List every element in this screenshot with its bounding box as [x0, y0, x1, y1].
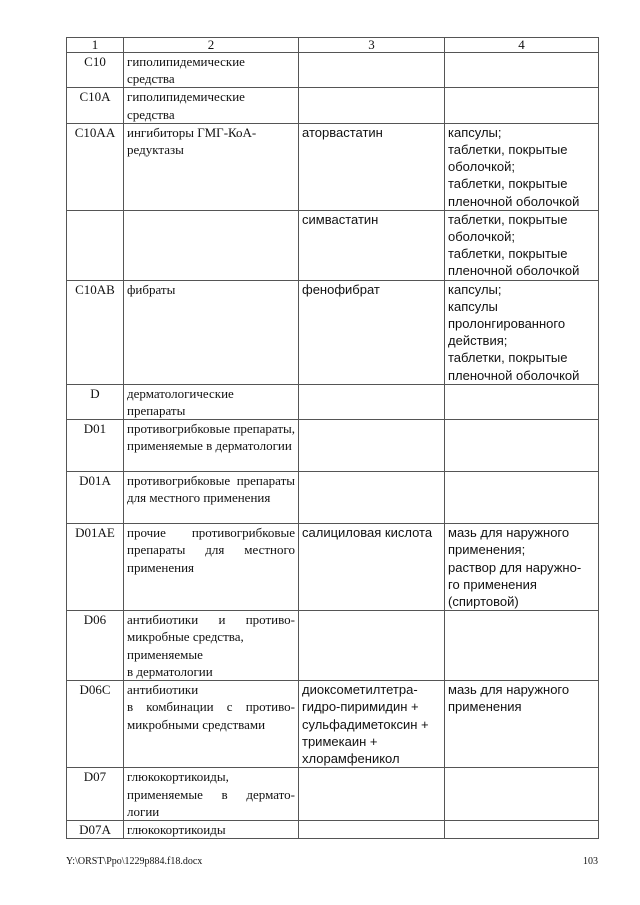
table-row: [67, 472, 599, 524]
table-row: [67, 681, 599, 768]
atc-code-cell: C10AB: [67, 280, 124, 384]
dosage-form-cell: [445, 420, 599, 472]
atc-code-cell: D07: [67, 768, 124, 821]
drug-name-cell: [299, 768, 445, 821]
footer-file-path: Y:\ORST\Ppo\1229p884.f18.docx: [66, 856, 203, 867]
column-header: 4: [445, 38, 599, 53]
column-header: 1: [67, 38, 124, 53]
pharmacological-group-cell: фибраты: [124, 280, 299, 384]
dosage-form-cell: [445, 88, 599, 123]
pharmacological-group-cell: [124, 210, 299, 280]
table-row: [67, 768, 599, 821]
document-page: [66, 37, 598, 839]
dosage-form-cell: [445, 768, 599, 821]
pharmacological-group-cell: гиполипидемические средства: [124, 88, 299, 123]
atc-code-cell: [67, 210, 124, 280]
table-header-row: [67, 38, 599, 53]
drug-name-cell: диоксометилтетра- гидро-пиримидин + сульфадиметоксин + тримекаин + хлорамфеникол: [299, 681, 445, 768]
table-row: [67, 123, 599, 210]
drug-name-cell: симвастатин: [299, 210, 445, 280]
atc-code-cell: D06: [67, 611, 124, 681]
dosage-form-cell: капсулы; таблетки, покрытые оболочкой; таблетки, покрытые пленочной оболочкой: [445, 123, 599, 210]
dosage-form-cell: капсулы; капсулы пролонгированного действия; таблетки, покрытые пленочной оболочкой: [445, 280, 599, 384]
atc-code-cell: C10A: [67, 88, 124, 123]
atc-code-cell: D01A: [67, 472, 124, 524]
pharmacological-group-cell: антибиотики в комбинации с противо-микробными средствами: [124, 681, 299, 768]
drug-name-cell: аторвастатин: [299, 123, 445, 210]
atc-code-cell: C10AA: [67, 123, 124, 210]
drug-name-cell: фенофибрат: [299, 280, 445, 384]
drug-name-cell: [299, 420, 445, 472]
table-row: [67, 88, 599, 123]
table-row: [67, 53, 599, 88]
pharmacological-group-cell: глюкокортикоиды: [124, 820, 299, 838]
pharmacological-group-cell: противогрибковые препараты для местного применения: [124, 472, 299, 524]
drug-classification-table: [66, 37, 599, 839]
dosage-form-cell: [445, 384, 599, 419]
pharmacological-group-cell: антибиотики и противо-микробные средства, применяемые в дерматологии: [124, 611, 299, 681]
pharmacological-group-cell: ингибиторы ГМГ-КоА- редуктазы: [124, 123, 299, 210]
dosage-form-cell: мазь для наружного применения; раствор для наружно- го применения (спиртовой): [445, 524, 599, 611]
drug-name-cell: [299, 384, 445, 419]
atc-code-cell: D01: [67, 420, 124, 472]
column-header: 3: [299, 38, 445, 53]
atc-code-cell: C10: [67, 53, 124, 88]
pharmacological-group-cell: дерматологические препараты: [124, 384, 299, 419]
drug-name-cell: [299, 820, 445, 838]
drug-name-cell: [299, 472, 445, 524]
footer-page-number: 103: [583, 856, 598, 867]
table-row: [67, 820, 599, 838]
atc-code-cell: D01AE: [67, 524, 124, 611]
dosage-form-cell: [445, 611, 599, 681]
pharmacological-group-cell: прочие противогрибковые препараты для местного применения: [124, 524, 299, 611]
table-row: [67, 280, 599, 384]
drug-name-cell: салициловая кислота: [299, 524, 445, 611]
column-header: 2: [124, 38, 299, 53]
drug-name-cell: [299, 88, 445, 123]
atc-code-cell: D07A: [67, 820, 124, 838]
drug-name-cell: [299, 53, 445, 88]
drug-name-cell: [299, 611, 445, 681]
dosage-form-cell: таблетки, покрытые оболочкой; таблетки, покрытые пленочной оболочкой: [445, 210, 599, 280]
pharmacological-group-cell: глюкокортикоиды, применяемые в дермато-логии: [124, 768, 299, 821]
table-row: [67, 420, 599, 472]
atc-code-cell: D06C: [67, 681, 124, 768]
dosage-form-cell: мазь для наружного применения: [445, 681, 599, 768]
dosage-form-cell: [445, 53, 599, 88]
table-row: [67, 524, 599, 611]
dosage-form-cell: [445, 820, 599, 838]
dosage-form-cell: [445, 472, 599, 524]
pharmacological-group-cell: гиполипидемические средства: [124, 53, 299, 88]
table-body: [67, 53, 599, 839]
table-row: [67, 611, 599, 681]
table-row: [67, 210, 599, 280]
atc-code-cell: D: [67, 384, 124, 419]
pharmacological-group-cell: противогрибковые препараты, применяемые в дерматологии: [124, 420, 299, 472]
table-row: [67, 384, 599, 419]
